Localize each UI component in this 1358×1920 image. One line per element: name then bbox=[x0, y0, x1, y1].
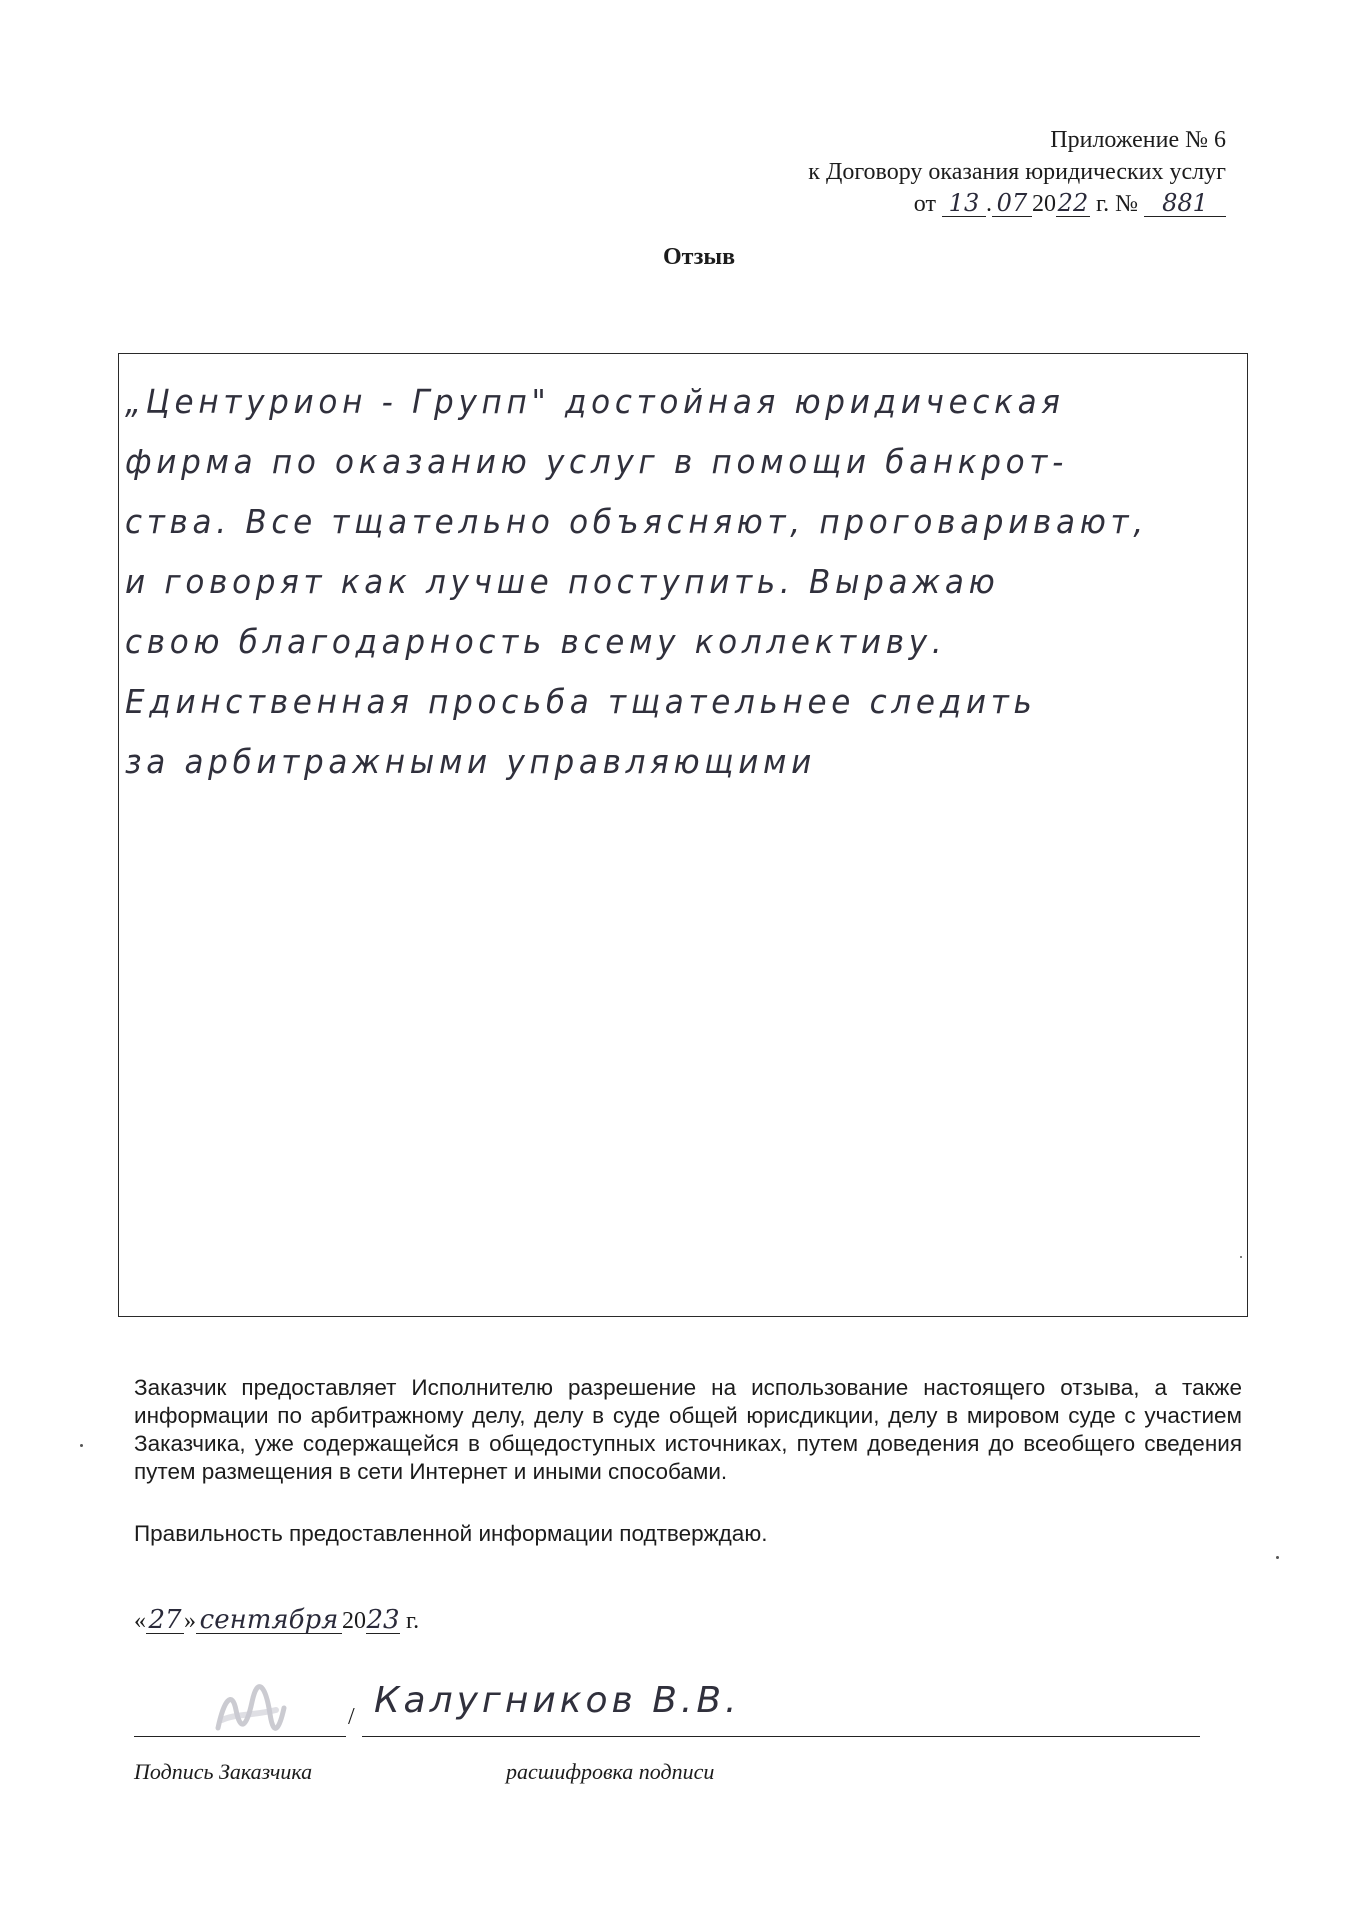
page-title: Отзыв bbox=[662, 244, 736, 270]
signature-caption: Подпись Заказчика bbox=[134, 1759, 313, 1784]
scan-speck bbox=[1276, 1556, 1279, 1559]
consent-paragraph: Заказчик предоставляет Исполнителю разрешение на использование настоящего отзыва, а также информации по арбитражному делу, делу в суде общей юрисдикции, делу в мировом суде с участием Заказчика, уже содержащейся в общедоступных источниках, путем доведения до всеобщего сведения путем размещения в сети Интернет и иными способами. bbox=[134, 1375, 1242, 1484]
date-close-quote: » bbox=[184, 1608, 196, 1634]
scan-speck bbox=[80, 1444, 83, 1447]
signature-separator: / bbox=[348, 1704, 355, 1730]
contract-date-line bbox=[808, 188, 1226, 220]
signed-year-unit: г. bbox=[406, 1608, 420, 1634]
review-line: ства. Все тщательно объясняют, проговаривают, bbox=[125, 502, 1148, 541]
review-line: и говорят как лучше поступить. Выражаю bbox=[125, 562, 1000, 601]
signature-mark-icon bbox=[210, 1680, 290, 1740]
signed-day: 27 bbox=[146, 1607, 184, 1634]
confirmation-text: Правильность предоставленной информации подтверждаю. bbox=[134, 1521, 768, 1546]
contract-year-unit: г. № bbox=[1095, 191, 1138, 217]
contract-year-prefix: 20 bbox=[1031, 191, 1056, 217]
review-line: свою благодарность всему коллективу. bbox=[125, 622, 947, 661]
review-box bbox=[118, 353, 1248, 1317]
contract-reference: к Договору оказания юридических услуг bbox=[808, 159, 1226, 185]
decode-caption: расшифровка подписи bbox=[506, 1759, 715, 1784]
scan-speck bbox=[1240, 1256, 1242, 1258]
review-line: „Центурион - Групп" достойная юридическая bbox=[125, 382, 1065, 421]
date-prefix: от bbox=[913, 191, 936, 217]
contract-year-suffix: 22 bbox=[1057, 189, 1089, 217]
contract-date-day: 13 bbox=[942, 190, 986, 217]
review-line: за арбитражными управляющими bbox=[125, 742, 817, 781]
appendix-number: Приложение № 6 bbox=[1050, 127, 1226, 153]
signed-month: сентября bbox=[196, 1607, 342, 1634]
date-open-quote: « bbox=[134, 1608, 146, 1634]
contract-date-month: 07 bbox=[992, 190, 1032, 217]
signature-name: Калугников В.В. bbox=[374, 1680, 741, 1721]
appendix-header bbox=[808, 124, 1226, 220]
handwritten-review bbox=[125, 372, 1243, 792]
review-line: Единственная просьба тщательнее следить bbox=[125, 682, 1037, 721]
contract-number: 881 bbox=[1144, 190, 1226, 217]
contract-date-dot: . bbox=[985, 191, 992, 217]
signature-date bbox=[134, 1604, 419, 1638]
signed-year-suffix: 23 bbox=[366, 1605, 400, 1635]
signed-year-prefix: 20 bbox=[342, 1608, 366, 1634]
review-line: фирма по оказанию услуг в помощи банкрот- bbox=[125, 442, 1068, 481]
